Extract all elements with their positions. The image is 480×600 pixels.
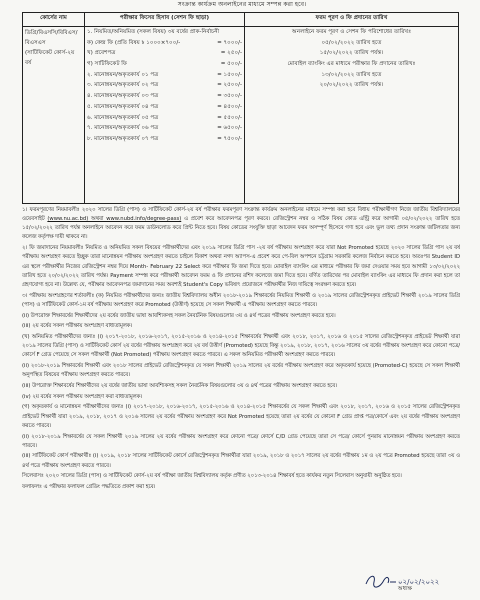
regular-candidates-ii: (ii) উপরোক্ত শিক্ষাবর্ষের শিক্ষার্থীদের ২য় বর্ষের জাতীয় ভাষা আবশ্যিকসহ সকল নৈবর্চনিক বিষয়গুলোর ৩য় ও ৪র্থ পত্রের পরীক্ষায় অংশগ্রহণ করতে হবে। xyxy=(22,312,336,319)
fee-label: গ) সাটিফিকেট ফি xyxy=(87,61,127,68)
principal-title: অধ্যক্ষ xyxy=(397,586,413,592)
fee-label: ৫. মানোন্নয়ন/অকৃতকার্য ০৪ পত্র xyxy=(87,103,159,110)
result-paragraph: ফলাফলঃ এ পরীক্ষার ফলাফল গ্রেডিং পদ্ধতিতে প্রকাশ করা হবে। xyxy=(22,484,156,491)
fee-label: ২. মানোন্নয়ন/অকৃতকার্য ০১ পত্র xyxy=(87,71,159,78)
fee-label: ৬. মানোন্নয়ন/অকৃতকার্য ০৫ পত্র xyxy=(87,114,159,121)
regular-candidates-text: জাতীয় বিশ্ববিদ্যালয় অধীন ২০১৮-২০১৯ শিক্ষাবর্ষের নিয়মিত শিক্ষার্থী ও ২০১৯ সালের রেজিস্ট্রেশনকৃত প্রাইভেট শিক্ষার্থী ২০১৯ সালের ডিগ্রি (পাস) ও সার্টিফিকেট কোর্স-১ম বর্ষ পরীক্ষায় অংশগ্রহণ করে Promoted (উত্তীর্ণ) হয়েছে সে সকল শিক্ষার্থী এ পরীক্ষায় অংশগ্রহণ করতে পারবে। xyxy=(22,292,460,308)
course-name-line: (সাটিফিকেট কোর্স-২য় xyxy=(25,50,75,57)
fee-amount: = ২৫০/- xyxy=(220,50,242,57)
online-form-start-date: ০৫/০২/২০২২ তারিখ হতে xyxy=(321,39,382,46)
signature-date: ০২/০২/২০২২ xyxy=(398,578,440,586)
fee-deposit-rules-paragraph: ২। ফি জমাদানের নিয়মাবলীঃ নিয়মিত ও অনিয়মিত সকল বিষয়ের পরীক্ষার্থীদের এবং ২০১৯ সালের ডিগ্রি পাস -২য় বর্ষ পরীক্ষায় অংশগ্রহণ করে যারা Not Promoted হয়েছে ২০২০ সালের ডিগ্রি পাস ২য় বর্ষ পরীক্ষায় অংশগ্রহণ করতে ইচ্ছুক তারা মানোন্নয়ন পরীক্ষায় অংশগ্রহণ করতে চাইলে বিকাশ অথবা নগদ অ্যাপস-এ প্রবেশ করে পে-বিল অপশনে চট্টগ্রাম সরকারি কলেজ নির্বাচন করতে হবে। অতঃপর Student ID এর স্থলে পরীক্ষার্থীর নিজের রেজিস্ট্রেশন নম্বর দিয়ে Month- February 22 Select করে পরীক্ষার ফি জমা দিতে হবে। মোবাইল ব্যাংকিং এর মাধ্যমে পরীক্ষার ফি জমা দেওয়ার সময় হবে আগামী ১৩/০২/২০২২ তারিখ হতে ২০/০২/২০২২ তারিখ পর্যন্ত। Payment সম্পন্ন করে পরীক্ষার্থী আবেদন ফরম ও ফি প্রদানের রশিদ কলেজে জমা দিতে হবে। বর্ণিত তারিখের পর মোবাইল ব্যাংকিং এর মাধ্যমে ফি প্রদান করা হলে তা গ্রহণযোগ্য হবে না। উল্লেখ্য যে, পরীক্ষার আবেদনপত্র জমাদানের সময় অবশ্যই Student's Copy ভবিষ্যৎ প্রয়োজনে পরীক্ষার্থীর নিজ দায়িত্বে সংরক্ষণ করতে হবে। xyxy=(22,245,460,288)
regular-candidates-iii: (iii) ২য় বর্ষের সকল পরীক্ষায় অংশগ্রহণ বাধ্যতামূলক। xyxy=(22,323,133,330)
fee-amount: = ১৫০০/- xyxy=(217,71,242,78)
fee-table-body-row xyxy=(23,27,459,204)
failed-improvement-i: (গ) অকৃতকার্য ও মানোন্নয়ন পরীক্ষার্থীদের জন্যঃ (i) ২০১৭-২০১৮, ২০১৬-২০১৭, ২০১৫-২০১৬ ও ২০১৪-২০১৫ শিক্ষাবর্ষের যে সকল শিক্ষার্থী এবং ২০১৮, ২০১৭, ২০১৬ ও ২০১৫ সালের রেজিস্ট্রেশনকৃত প্রাইভেট শিক্ষার্থী যারা ২০১৯, ২০১৮, ২০১৭ ও ২০১৬ সালের ২য় বর্ষের পরীক্ষায় অংশগ্রহণ করে Not Promoted হয়েছে তারা ২য় বর্ষের যে কোনো F গ্রেড প্রাপ্ত পত্র/কোর্সে এবং ২য় বর্ষের পরীক্ষায় অংশগ্রহণ করতে পারবে। xyxy=(22,404,460,429)
fee-item xyxy=(87,49,242,60)
fee-item xyxy=(87,71,242,82)
certificate-course-iii: (iii) সার্টিফিকেট কোর্স পরীক্ষার্থীঃ (i) ২০১৯, ২০১৮ সালের সার্টিফিকেট কোর্সে রেজিস্ট্রেশনকৃত শিক্ষার্থীরা যারা ২০১৯, ২০১৮ ও ২০১৭ সালের ২য় বর্ষের পরীক্ষায় ১ম ও ২য় পত্রে Promoted হয়েছে তারা ৩য় ও ৪র্থ পত্রে পরীক্ষায় অংশগ্রহণ করতে পারবে। xyxy=(22,453,460,469)
irregular-candidates-iii: (iii) উপরোক্ত শিক্ষাবর্ষের শিক্ষার্থীদের ২য় বর্ষের জাতীয় ভাষা আবশ্যিকসহ সকল নৈবর্চনিক বিষয়গুলোর ৩য় ও ৪র্থ পত্রের পরীক্ষায় অংশগ্রহণ করতে হবে। xyxy=(22,382,338,389)
course-name-cell xyxy=(23,27,85,204)
irregular-candidates-i: (খ) অনিয়মিত পরীক্ষার্থীদের জন্যঃ (i) ২০১৭-২০১৮, ২০১৬-২০১৭, ২০১৫-২০১৬ ও ২০১৪-২০১৫ শিক্ষাবর্ষের শিক্ষার্থী এবং ২০১৮, ২০১৭, ২০১৬ ও ২০১৫ সালের রেজিস্ট্রেশনকৃত প্রাইভেট শিক্ষার্থী যারা ২০১৯ সালের ডিগ্রি (পাস) ও সার্টিফিকেট কোর্স ২য় বর্ষের পরীক্ষায় অংশগ্রহণ করে ২য় বর্ষ উত্তীর্ণ (Promoted) হয়েছে কিন্তু ২০১৯, ২০১৮, ২০১৭, ২০১৬ সালের ৩য় বর্ষের পরীক্ষায় অংশগ্রহণ করে কোনো পত্রে/ কোর্সে F গ্রেড পেয়েছে সে সকল পরীক্ষার্থী (Not Promoted) পরীক্ষায় অংশগ্রহণ করতে পারবে। এ সকল অনিয়মিত পরীক্ষার্থী অংশগ্রহণ করতে পারবে। xyxy=(22,334,460,359)
form-fill-rules-text-cont: এ প্রবেশ করে আবেদনপত্র পূরণ করবে। রেজিস্ট্রেশন নম্বর ও সঠিক বিষয় কোড এন্ট্রি করে আগামী ০৫/০২/২০২২ তারিখ হতে ১৫/০২/২০২২ তারিখ পর্যন্ত অনলাইনে আবেদন করে ফরম ডাউনলোড করে প্রিন্ট নিতে হবে। বিষয় কোডের সংযুক্তি ছাড়া আবেদন ফরম অসম্পূর্ণ হিসেবে গণ্য হবে এবং ভুল তথ্য প্রদান সংক্রান্ত জটিলতার জন্য কলেজ কর্তৃপক্ষ দায়ী থাকবে না। xyxy=(22,216,460,241)
fee-item xyxy=(87,103,242,114)
syllabus-paragraph: সিলেবাসঃ ২০২০ সালের ডিগ্রি (পাস) ও সার্টিফিকেট কোর্স-২য় বর্ষ পরীক্ষা জাতীয় বিশ্ববিদ্যালয় কর্তৃক প্রণীত ২০১৩-২০১৪ শিক্ষাবর্ষ হতে কার্যকর নতুন সিলেবাস অনুযায়ী অনুষ্ঠিত হবে। xyxy=(22,473,402,480)
fee-amount: = ৬৫০০/- xyxy=(217,125,242,132)
fee-label: ৭. মানোন্নয়ন/অকৃতকার্য ০৬ পত্র xyxy=(87,125,159,132)
fee-item xyxy=(87,81,242,92)
fee-amount: = ৭৫০০/- xyxy=(217,135,242,142)
online-form-date-heading: অনলাইনে ফরম পূরণ ও সেশন ফি পরিশোধের তারিখঃ xyxy=(291,29,412,35)
fee-amount: = ৭০০০/- xyxy=(217,39,242,46)
fee-item xyxy=(87,39,242,50)
top-line-text: সংক্রান্ত কার্যক্রম অনলাইনের মাধ্যমে সম্পন্ন করা হবে। xyxy=(177,1,307,8)
principal-signature xyxy=(360,570,450,594)
header-fee-calculation: পরীক্ষার ফিসের হিসাব (সেশন ফি ছাড়া) xyxy=(85,13,245,27)
mobile-banking-date-heading: মোবাইল ব্যাংকিং এর মাধ্যমে পরীক্ষার ফি প্রদানের তারিখঃ xyxy=(287,61,416,68)
online-form-end-date: ১৫/০২/২০২২ তারিখ পর্যন্ত। xyxy=(319,50,384,57)
fee-amount: = ৫০০/- xyxy=(220,61,242,68)
fee-item xyxy=(87,60,242,71)
fee-item xyxy=(87,124,242,135)
fee-label: ৪. মানোন্নয়ন/অকৃতকার্য ০৩ পত্র xyxy=(87,93,159,100)
fee-label: ৩. মানোন্নয়ন/অকৃতকার্য ০২ পত্র xyxy=(87,82,159,89)
fee-table-header-row xyxy=(23,13,459,27)
fee-item xyxy=(87,135,242,146)
fee-table xyxy=(22,12,459,204)
fee-label: ৮. মানোন্নয়ন/অকৃতকার্য ০৭ পত্র xyxy=(87,135,159,142)
degree-pass-url-link[interactable]: (www.nu.ac.bd) অথবা www.nubd.info/degree-pass) xyxy=(47,216,182,223)
notice-body xyxy=(22,206,460,572)
course-name-line: বর্ষ xyxy=(25,60,32,67)
exam-conditions-title: ৩। পরীক্ষায় অংশগ্রহণের শর্তাবলীঃ (ক) নিয়মিত পরীক্ষার্থীদের জন্যঃ xyxy=(22,292,164,299)
exam-conditions-paragraph xyxy=(22,292,460,310)
form-fill-rules-text: ১। ফরমপূরণের নিয়মাবলীঃ ২০২০ সালের ডিগ্রি (পাস) ও সার্টিফিকেট কোর্স-২য় বর্ষ পরীক্ষার ফরমপূরণ সংক্রান্ত কার্যক্রম অনলাইনের মাধ্যমে সম্পন্ন করা হবে বিধায় পরীক্ষার্থীগণ নিজে জাতীয় বিশ্ববিদ্যালয়ের ওয়েবসাইট xyxy=(22,207,460,223)
header-course-name: কোর্সের নাম xyxy=(23,13,85,27)
fee-label: খ) প্রবেশপত্র xyxy=(87,50,116,57)
course-name-line: ডিগ্রি/বিএসসি/বিবিএস/বিএসএস xyxy=(25,30,78,47)
fee-amount: = ২৫০০/- xyxy=(217,82,242,89)
irregular-candidates-iv: (iv) ২য় বর্ষের সকল পরীক্ষায় অংশগ্রহণ করা বাধ্যতামূলক। xyxy=(22,393,143,400)
header-form-fill-dates: ফরম পূরণ ও ফি প্রদানের তারিখ xyxy=(245,13,459,27)
fee-item xyxy=(87,28,242,39)
fee-label: ক) কেন্দ্র ফি (প্রতি বিষয় ৳ ১০০০×৭০০/- xyxy=(87,39,181,46)
mobile-banking-end-date: ২০/০২/২০২২ তারিখ পর্যন্ত। xyxy=(319,82,384,89)
form-fill-rules-paragraph xyxy=(22,206,460,243)
fee-list-cell xyxy=(85,27,245,204)
irregular-candidates-ii: (ii) ২০১৮-২০১৯ শিক্ষাবর্ষের শিক্ষার্থী এবং ২০১৮ সালের প্রাইভেট রেজিস্ট্রেশনকৃত যে সকল শিক্ষার্থী ২০১৯ সালের ২য় বর্ষের পরীক্ষায় অংশগ্রহণ করে অকৃতকার্য হয়েছে (Promoted-C) হয়েছে সে সকল শিক্ষার্থী অনুপস্থিত বিষয়ের পরীক্ষায় অংশগ্রহণ করতে পারবে। xyxy=(22,363,460,379)
date-info-cell xyxy=(245,27,459,204)
fee-label: ১. নিয়মিত/অনিয়মিত (সকল বিষয়) ৩য় বর্ষের প্রাক-নির্বাচনী xyxy=(87,29,220,35)
fee-item xyxy=(87,92,242,103)
fee-amount: = ৩৫০০/- xyxy=(217,93,242,100)
fee-amount: = ৪৫০০/- xyxy=(217,103,242,110)
fee-item xyxy=(87,114,242,125)
failed-improvement-ii: (ii) ২০১৮-২০১৯ শিক্ষাবর্ষের যে সকল শিক্ষার্থী ২০১৯ সালের ২য় বর্ষের পরীক্ষায় অংশগ্রহণ করে কোনো পত্রে/ কোর্সে C/D গ্রেড পেয়েছে তারা সে পত্রে/ কোর্সে পুনরায় মানোন্নয়ন পরীক্ষায় অংশগ্রহণ করতে পারবে। xyxy=(22,433,460,449)
fee-amount: = ৫৫০০/- xyxy=(217,114,242,121)
mobile-banking-start-date: ১৩/০২/২০২২ তারিখ হতে xyxy=(321,71,382,78)
